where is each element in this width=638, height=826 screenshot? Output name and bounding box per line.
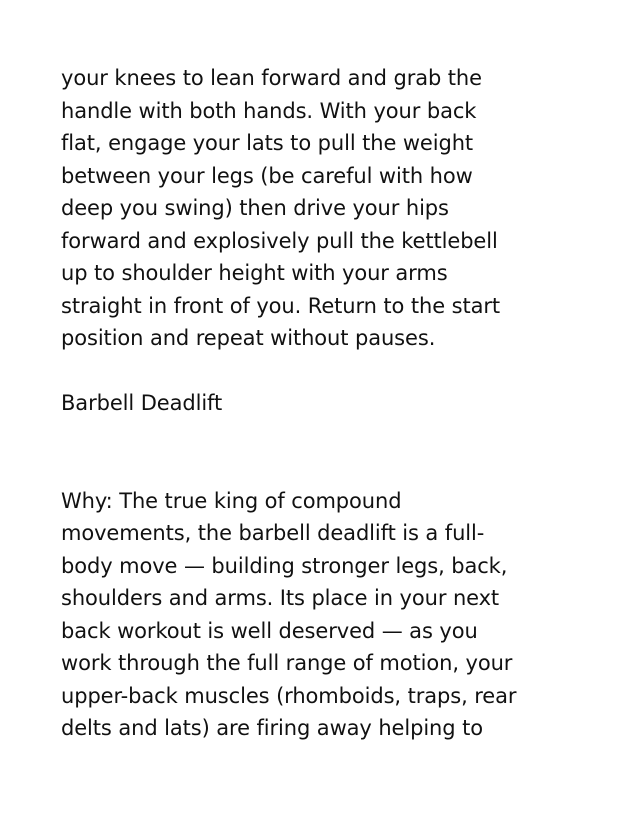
paragraph-spacer bbox=[61, 355, 621, 388]
section-spacer bbox=[61, 420, 621, 485]
text-line: shoulders and arms. Its place in your next bbox=[61, 586, 500, 610]
section-heading: Barbell Deadlift bbox=[61, 391, 223, 415]
text-line: delts and lats) are firing away helping to bbox=[61, 716, 483, 740]
text-line: your knees to lean forward and grab the bbox=[61, 66, 482, 90]
text-line: deep you swing) then drive your hips bbox=[61, 196, 449, 220]
paragraph-instructions bbox=[61, 62, 621, 355]
paragraph-why bbox=[61, 485, 621, 745]
text-line: position and repeat without pauses. bbox=[61, 326, 436, 350]
text-line: handle with both hands. With your back bbox=[61, 98, 477, 123]
document-body bbox=[61, 62, 621, 745]
text-line: between your legs (be careful with how bbox=[61, 163, 473, 188]
text-line: forward and explosively pull the kettlebell bbox=[61, 228, 498, 253]
text-line: flat, engage your lats to pull the weight bbox=[61, 131, 474, 155]
text-line: upper-back muscles (rhomboids, traps, rear bbox=[61, 683, 517, 708]
text-line: back workout is well deserved — as you bbox=[61, 618, 478, 643]
text-line: straight in front of you. Return to the start bbox=[61, 293, 501, 318]
text-line: work through the full range of motion, your bbox=[61, 651, 513, 675]
text-line: body move — building stronger legs, back, bbox=[61, 553, 508, 578]
text-line: movements, the barbell deadlift is a full- bbox=[61, 521, 485, 545]
text-line: Why: The true king of compound bbox=[61, 488, 402, 513]
text-line: up to shoulder height with your arms bbox=[61, 261, 448, 285]
